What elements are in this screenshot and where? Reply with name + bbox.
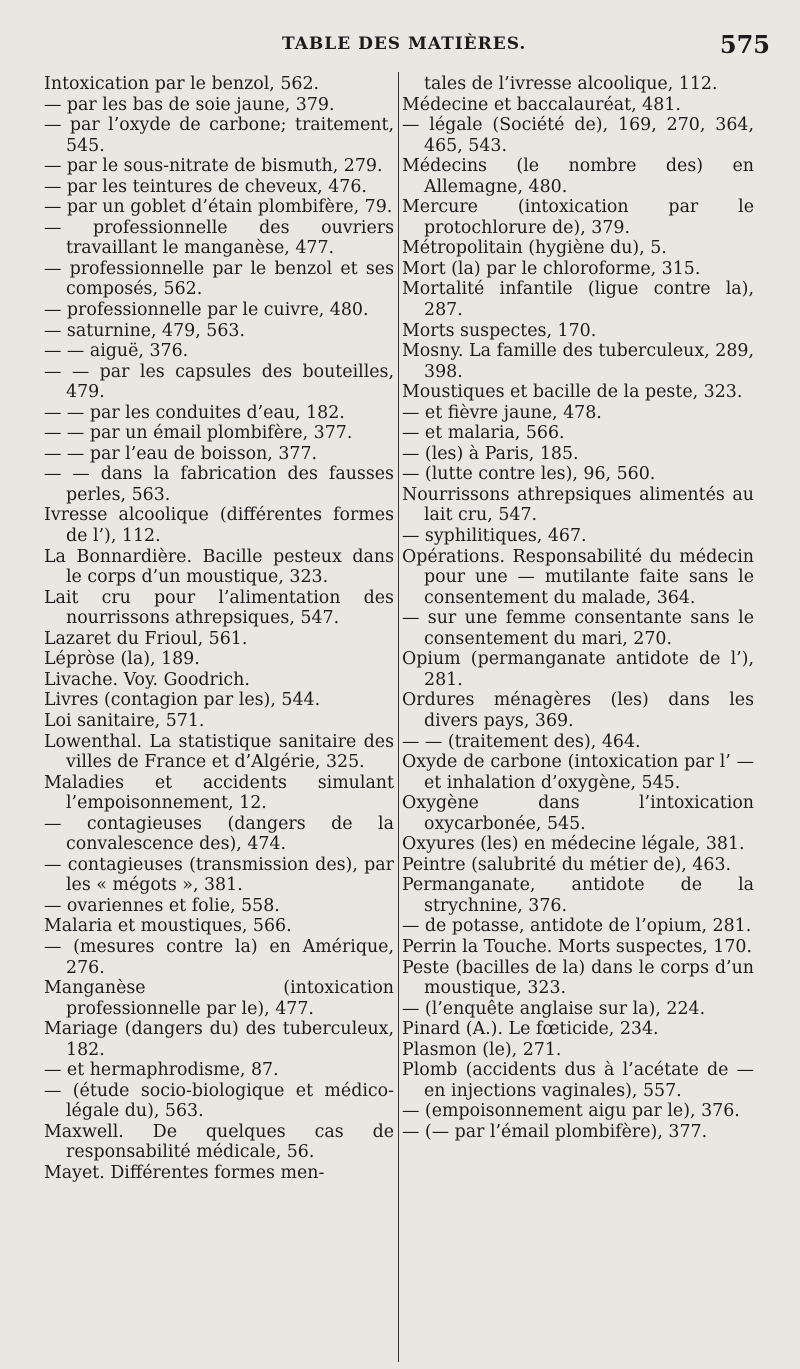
index-entry: Opérations. Responsabilité du médecin pour une — mutilante faite sans le consentement du malade, 364. [402,546,754,608]
index-entry: Plomb (accidents dus à l’acétate de — en injections vaginales), 557. [402,1060,754,1101]
index-entry: — légale (Société de), 169, 270, 364, 465, 543. [402,115,754,156]
index-entry: Nourrissons athrepsiques alimentés au lait cru, 547. [402,484,754,526]
index-entry: — (mesures contre la) en Amérique, 276. [44,936,394,978]
index-entry: Peintre (salubrité du métier de), 463. [402,854,732,875]
index-entry: Pinard (A.). Le fœticide, 234. [402,1019,659,1040]
index-entry: Malaria et moustiques, 566. [44,916,292,937]
index-entry: — syphilitiques, 467. [402,526,587,547]
index-entry: Perrin la Touche. Morts suspectes, 170. [402,936,753,957]
index-entry: — (— par l’émail plombifère), 377. [402,1121,708,1142]
index-entry: Manganèse (intoxication professionnelle par le), 477. [44,978,394,1019]
index-entry: — — dans la fabrication des fausses perles, 563. [44,464,394,505]
index-entry: — par un goblet d’étain plombifère, 79. [44,197,393,218]
index-entry: Mortalité infantile (ligue contre la), 287. [402,279,754,321]
index-entry: — de potasse, antidote de l’opium, 281. [402,916,752,937]
index-entry: Moustiques et bacille de la peste, 323. [402,382,743,403]
index-entry: Peste (bacilles de la) dans le corps d’un moustique, 323. [402,957,754,999]
index-entry: Ordures ménagères (les) dans les divers pays, 369. [402,690,754,731]
index-entry: — — par l’eau de boisson, 377. [44,443,318,464]
index-entry: Livres (contagion par les), 544. [44,690,321,711]
index-entry: Loi sanitaire, 571. [44,710,205,731]
index-entry: Opium (permanganate antidote de l’), 281. [402,649,754,690]
index-entry: — contagieuses (transmission des), par les « mégots », 381. [44,854,394,896]
index-entry: — ovariennes et folie, 558. [44,895,280,916]
index-entry: Lazaret du Frioul, 561. [44,628,248,649]
index-entry: Oxyde de carbone (intoxication par l’ — et inhalation d’oxygène, 545. [402,752,754,793]
index-entry: Mayet. Différentes formes men- [44,1162,325,1183]
index-column-right [402,74,754,1142]
index-entry: Métropolitain (hygiène du), 5. [402,238,667,259]
index-entry: — et hermaphrodisme, 87. [44,1060,279,1081]
index-entry: — et fièvre jaune, 478. [402,402,602,423]
index-entry: Maxwell. De quelques cas de responsabilité médicale, 56. [44,1121,394,1163]
index-entry: tales de l’ivresse alcoolique, 112. [424,74,718,94]
index-entry: Mariage (dangers du) des tuberculeux, 182. [44,1019,394,1060]
index-entry: — par les bas de soie jaune, 379. [44,94,335,115]
index-entry: Oxyures (les) en médecine légale, 381. [402,834,745,855]
index-entry: Livache. Voy. Goodrich. [44,669,250,690]
index-entry: — par les teintures de cheveux, 476. [44,176,367,197]
index-entry: — saturnine, 479, 563. [44,320,245,341]
index-entry: — (étude socio-biologique et médico-légale du), 563. [44,1080,394,1122]
column-divider [398,72,399,1362]
index-entry: — (l’enquête anglaise sur la), 224. [402,998,706,1019]
index-entry: Ivresse alcoolique (différentes formes de l’), 112. [44,505,394,547]
page-number: 575 [719,30,770,59]
index-entry: — — (traitement des), 464. [402,731,641,752]
index-entry: La Bonnardière. Bacille pesteux dans le corps d’un moustique, 323. [44,546,394,588]
index-entry: Plasmon (le), 271. [402,1039,562,1060]
index-entry: — — par les conduites d’eau, 182. [44,402,345,423]
index-entry: Oxygène dans l’intoxication oxycarbonée, 545. [402,793,754,834]
index-entry: Maladies et accidents simulant l’empoisonnement, 12. [44,772,394,814]
index-entry: Lait cru pour l’alimentation des nourrissons athrepsiques, 547. [44,587,394,629]
index-entry: Lowenthal. La statistique sanitaire des villes de France et d’Algérie, 325. [44,731,394,773]
index-entry: — professionnelle des ouvriers travaillant le manganèse, 477. [44,217,394,259]
index-entry: Mercure (intoxication par le protochlorure de), 379. [402,197,754,238]
index-entry: Mosny. La famille des tuberculeux, 289, 398. [402,341,754,382]
index-entry: Intoxication par le benzol, 562. [44,74,320,94]
index-entry: — et malaria, 566. [402,423,565,444]
index-entry: — (empoisonnement aigu par le), 376. [402,1101,740,1122]
index-entry: — par le sous-nitrate de bismuth, 279. [44,156,383,177]
index-entry: — sur une femme consentante sans le consentement du mari, 270. [402,608,754,649]
index-entry: Morts suspectes, 170. [402,320,597,341]
index-entry: — — aiguë, 376. [44,341,189,362]
index-column-left [44,74,394,1184]
index-entry: Permanganate, antidote de la strychnine, 376. [402,875,754,916]
index-entry: — professionnelle par le benzol et ses composés, 562. [44,258,394,300]
index-entry: Lépròse (la), 189. [44,649,200,670]
index-entry: — (les) à Paris, 185. [402,443,579,464]
index-entry: Médecins (le nombre des) en Allemagne, 480. [402,156,754,197]
running-header [0,30,800,64]
index-entry: — professionnelle par le cuivre, 480. [44,300,369,321]
index-entry: — par l’oxyde de carbone; traitement, 545. [44,115,394,156]
header-title: TABLE DES MATIÈRES. [282,34,527,54]
index-entry: — (lutte contre les), 96, 560. [402,464,656,485]
index-entry: — contagieuses (dangers de la convalescence des), 474. [44,813,394,855]
index-entry: — — par un émail plombifère, 377. [44,423,353,444]
index-entry: Médecine et baccalauréat, 481. [402,94,681,115]
index-entry: — — par les capsules des bouteilles, 479. [44,361,394,403]
index-entry: Mort (la) par le chloroforme, 315. [402,258,701,279]
